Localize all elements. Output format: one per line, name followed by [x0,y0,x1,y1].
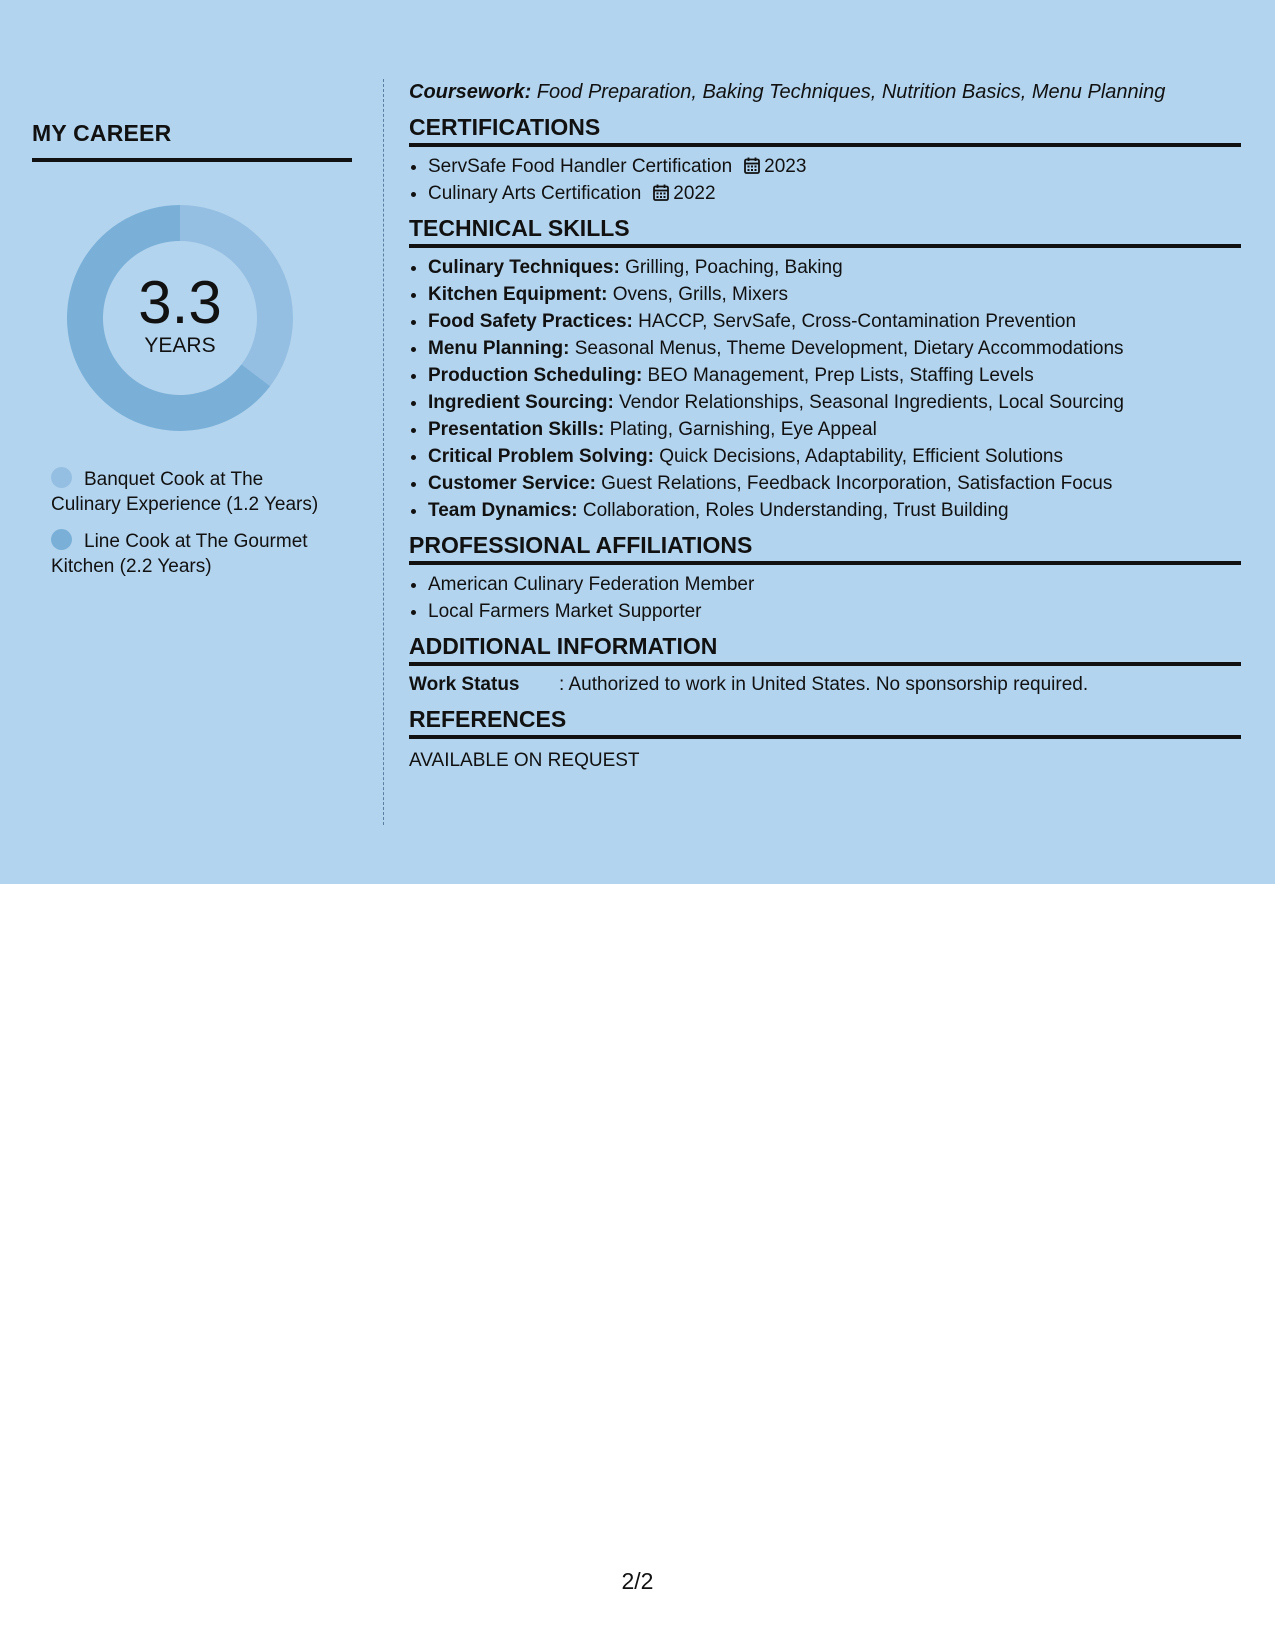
skill-text: Ovens, Grills, Mixers [607,284,788,305]
list-item [428,281,1241,308]
career-heading: MY CAREER [32,120,352,162]
list-item [428,497,1241,524]
list-item [428,389,1241,416]
skill-label: Culinary Techniques: [428,257,620,278]
list-item [428,335,1241,362]
additional-info-heading: ADDITIONAL INFORMATION [409,631,1241,666]
skill-text: Collaboration, Roles Understanding, Trust Building [577,500,1009,521]
calendar-icon [653,184,669,201]
skill-text: BEO Management, Prep Lists, Staffing Levels [642,365,1034,386]
technical-skills-list [409,254,1241,524]
list-item [428,362,1241,389]
list-item [428,470,1241,497]
donut-center [67,205,293,431]
skill-text: Vendor Relationships, Seasonal Ingredients, Local Sourcing [613,392,1124,413]
skill-label: Kitchen Equipment: [428,284,608,305]
coursework-label: Coursework: [409,81,532,103]
legend-dot-icon [51,467,72,488]
calendar-icon [744,157,760,174]
certification-year: 2022 [673,183,716,204]
skill-label: Food Safety Practices: [428,311,633,332]
list-item [428,416,1241,443]
legend-dot-icon [51,529,72,550]
career-donut-chart [67,205,293,431]
career-legend [51,467,331,579]
skill-text: HACCP, ServSafe, Cross-Contamination Prevention [632,311,1077,332]
certification-name: ServSafe Food Handler Certification [428,156,733,177]
column-divider [383,79,384,825]
career-sidebar [32,120,352,591]
certification-name: Culinary Arts Certification [428,183,642,204]
skill-label: Menu Planning: [428,338,570,359]
list-item [428,308,1241,335]
list-item [428,443,1241,470]
references-text: AVAILABLE ON REQUEST [409,750,640,771]
work-status-value: : Authorized to work in United States. No sponsorship required. [559,674,1089,695]
list-item: • Local Farmers Market Supporter [428,598,1241,625]
skill-label: Critical Problem Solving: [428,446,654,467]
work-status-row [409,671,1241,698]
affiliations-heading: PROFESSIONAL AFFILIATIONS [409,530,1241,565]
skill-label: Presentation Skills: [428,419,605,440]
skill-label: Team Dynamics: [428,500,578,521]
skill-text: Grilling, Poaching, Baking [619,257,843,278]
references-heading: REFERENCES [409,704,1241,739]
list-item: • American Culinary Federation Member [428,571,1241,598]
certifications-heading: CERTIFICATIONS [409,112,1241,147]
legend-item-line-cook [51,529,331,579]
legend-label: Banquet Cook at The Culinary Experience (1.2 Years) [51,469,319,515]
coursework-line [409,78,1241,106]
legend-item-banquet-cook [51,467,331,517]
affiliations-list [409,571,1241,625]
skill-text: Quick Decisions, Adaptability, Efficient Solutions [653,446,1063,467]
coursework-text: Food Preparation, Baking Techniques, Nutrition Basics, Menu Planning [531,81,1166,103]
list-item [428,153,1241,180]
skill-label: Ingredient Sourcing: [428,392,614,413]
skill-text: Seasonal Menus, Theme Development, Dietary Accommodations [569,338,1124,359]
certification-year: 2023 [764,156,807,177]
skill-text: Guest Relations, Feedback Incorporation, Satisfaction Focus [595,473,1113,494]
skill-label: Production Scheduling: [428,365,643,386]
main-content [409,78,1241,774]
total-years-unit: YEARS [144,334,216,357]
certifications-list [409,153,1241,207]
page-number: 2/2 [621,1568,654,1594]
technical-skills-heading: TECHNICAL SKILLS [409,213,1241,248]
skill-label: Customer Service: [428,473,596,494]
total-years-value: 3.3 [138,269,222,336]
legend-label: Line Cook at The Gourmet Kitchen (2.2 Years) [51,531,308,577]
skill-text: Plating, Garnishing, Eye Appeal [604,419,877,440]
work-status-label: Work Status [409,674,520,695]
list-item [428,180,1241,207]
list-item [428,254,1241,281]
